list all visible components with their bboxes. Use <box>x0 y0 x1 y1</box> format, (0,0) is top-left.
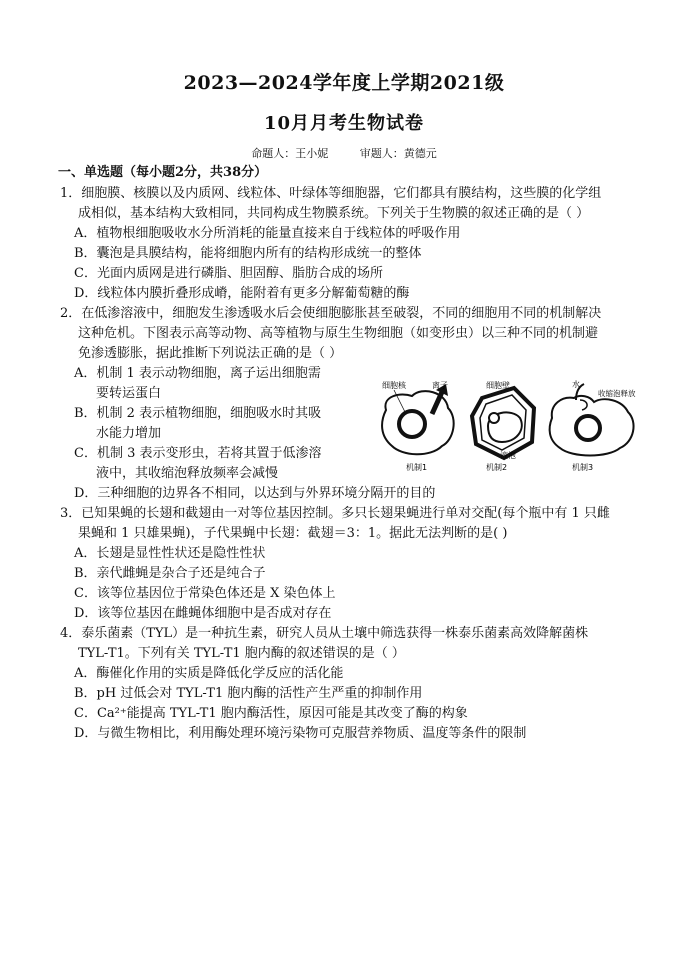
mechanism-2-cell <box>472 388 534 458</box>
label-mechanism-2: 机制2 <box>486 463 508 472</box>
option-d: D．线粒体内膜折叠形成嵴，能附着有更多分解葡萄糖的酶 <box>74 286 410 301</box>
question-stem-line: 2．在低渗溶液中，细胞发生渗透吸水后会使细胞膨胀甚至破裂，不同的细胞用不同的机制解决 <box>60 306 602 321</box>
option-a: A．机制 1 表示动物细胞，离子运出细胞需 <box>74 366 321 381</box>
authors-line <box>0 145 688 161</box>
section-heading: 一、单选题（每小题2分，共38分） <box>58 165 268 180</box>
option-c: C．Ca²⁺能提高 TYL-T1 胞内酶活性，原因可能是其改变了酶的构象 <box>74 706 468 721</box>
exam-subtitle: 10月月考生物试卷 <box>263 113 425 134</box>
option-a: A．酶催化作用的实质是降低化学反应的活化能 <box>74 666 344 681</box>
question-stem-line: 成相似，基本结构大致相同，共同构成生物膜系统。下列关于生物膜的叙述正确的是（ ） <box>78 206 590 221</box>
setter-text: 命题人：王小妮 <box>251 147 329 160</box>
option-b: B．机制 2 表示植物细胞，细胞吸水时其吸 <box>74 406 322 421</box>
option-c: C．光面内质网是进行磷脂、胆固醇、脂肪合成的场所 <box>74 266 383 281</box>
reviewer-text: 审题人：黄德元 <box>359 147 437 160</box>
option-d: D．该等位基因在雌蝇体细胞中是否成对存在 <box>74 606 332 621</box>
label-contractile-vacuole: 收缩泡释放 <box>598 389 636 398</box>
option-d: D．三种细胞的边界各不相同，以达到与外界环境分隔开的目的 <box>74 486 436 501</box>
option-c: C．机制 3 表示变形虫，若将其置于低渗溶 <box>74 446 322 461</box>
mechanism-1-cell <box>382 384 454 454</box>
label-water: 水 <box>572 380 580 389</box>
label-mechanism-1: 机制1 <box>406 463 428 472</box>
question-stem-line: 3．已知果蝇的长翅和截翅由一对等位基因控制。多只长翅果蝇进行单对交配(每个瓶中有 1 只雌 <box>60 506 610 521</box>
label-mechanism-3: 机制3 <box>572 463 594 472</box>
mechanism-figure <box>376 378 668 474</box>
option-a: A．植物根细胞吸收水分所消耗的能量直接来自于线粒体的呼吸作用 <box>74 226 461 241</box>
option-b: B．pH 过低会对 TYL-T1 胞内酶的活性产生严重的抑制作用 <box>74 686 423 701</box>
option-b: B．囊泡是具膜结构，能将细胞内所有的结构形成统一的整体 <box>74 246 422 261</box>
option-a: A．长翅是显性性状还是隐性性状 <box>74 546 266 561</box>
label-vacuole: 液泡 <box>500 451 516 460</box>
question-stem-line: 果蝇和 1 只雄果蝇)，子代果蝇中长翅：截翅＝3：1。据此无法判断的是( ) <box>78 526 508 541</box>
question-stem-line: 这种危机。下图表示高等动物、高等植物与原生生物细胞（如变形虫）以三种不同的机制避 <box>78 326 599 341</box>
option-c-cont: 液中，其收缩泡释放频率会减慢 <box>96 466 279 481</box>
option-b: B．亲代雌蝇是杂合子还是纯合子 <box>74 566 266 581</box>
label-ion: 离子 <box>432 381 448 390</box>
label-nucleus: 细胞核 <box>382 381 406 390</box>
option-b-cont: 水能力增加 <box>96 426 162 441</box>
option-a-cont: 要转运蛋白 <box>96 386 162 401</box>
question-stem-line: 免渗透膨胀，据此推断下列说法正确的是（ ） <box>78 346 343 361</box>
label-cell-wall: 细胞壁 <box>486 381 510 390</box>
question-stem-line: 4．泰乐菌素（TYL）是一种抗生素，研究人员从土壤中筛选获得一株泰乐菌素高效降解菌株 <box>60 626 589 641</box>
exam-title: 2023—2024学年度上学期2021级 <box>183 72 505 94</box>
option-c: C．该等位基因位于常染色体还是 X 染色体上 <box>74 586 336 601</box>
question-stem-line: 1．细胞膜、核膜以及内质网、线粒体、叶绿体等细胞器，它们都具有膜结构，这些膜的化学组 <box>60 186 602 201</box>
question-stem-line: TYL-T1。下列有关 TYL-T1 胞内酶的叙述错误的是（ ） <box>78 646 405 661</box>
option-d: D．与微生物相比，利用酶处理环境污染物可克服营养物质、温度等条件的限制 <box>74 726 527 741</box>
